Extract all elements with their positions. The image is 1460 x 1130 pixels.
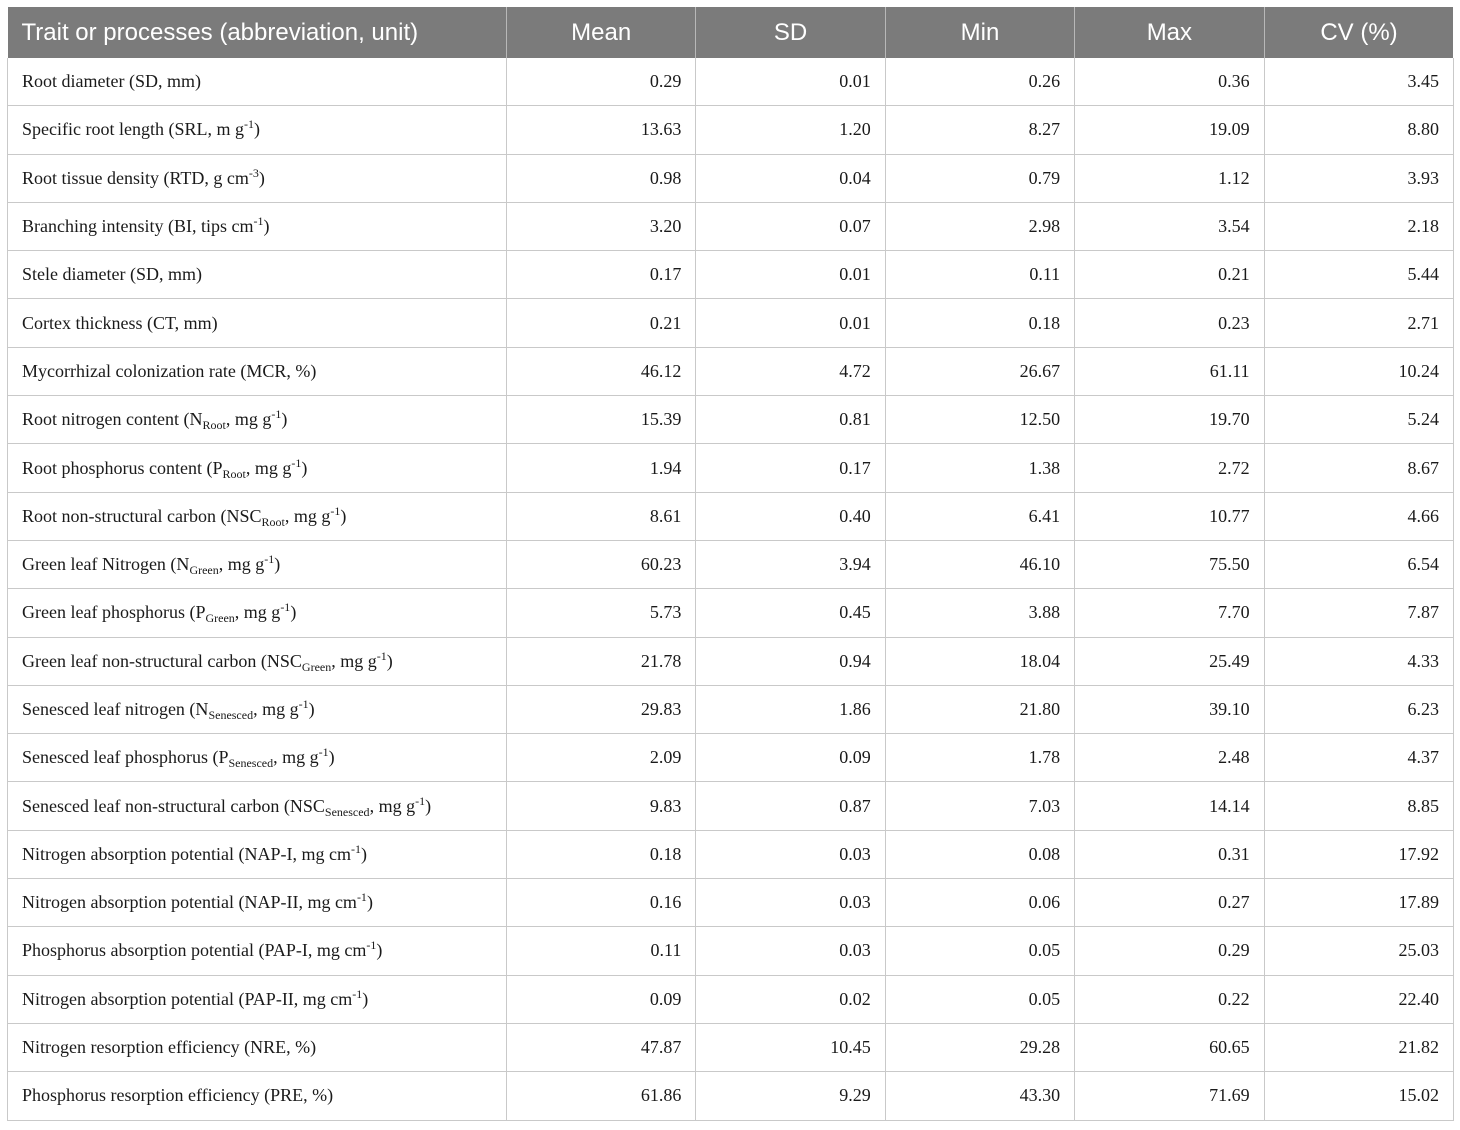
trait-subscript: Root: [202, 418, 226, 433]
trait-text: ): [360, 843, 367, 864]
trait-text: Stele diameter (SD, mm): [22, 264, 202, 285]
max-cell: 0.21: [1075, 251, 1264, 299]
table-row: [8, 251, 1454, 299]
table-row: [8, 589, 1454, 637]
trait-superscript: -1: [280, 600, 291, 615]
trait-text: , mg g: [245, 457, 292, 478]
header-trait: Trait or processes (abbreviation, unit): [8, 7, 507, 58]
cv-cell: 17.89: [1264, 879, 1453, 927]
mean-cell: 0.21: [507, 299, 696, 347]
table-row: [8, 154, 1454, 202]
cv-cell: 5.24: [1264, 396, 1453, 444]
trait-text: Root nitrogen content (N: [22, 409, 203, 430]
trait-text: ): [258, 167, 265, 188]
sd-cell: 0.01: [696, 251, 885, 299]
max-cell: 61.11: [1075, 347, 1264, 395]
trait-superscript: -1: [271, 407, 282, 422]
cv-cell: 6.54: [1264, 540, 1453, 588]
trait-subscript: Green: [301, 659, 332, 674]
trait-text: ): [386, 650, 393, 671]
trait-cell: [8, 347, 507, 395]
sd-cell: 0.45: [696, 589, 885, 637]
mean-cell: 3.20: [507, 202, 696, 250]
cv-cell: 4.33: [1264, 637, 1453, 685]
table-row: [8, 396, 1454, 444]
trait-text: ): [328, 747, 335, 768]
mean-cell: 47.87: [507, 1023, 696, 1071]
trait-text: ): [362, 988, 369, 1009]
trait-text: , mg g: [253, 699, 299, 719]
trait-text: Root tissue density (RTD, g cm: [22, 167, 249, 188]
max-cell: 14.14: [1075, 782, 1264, 830]
mean-cell: 0.18: [507, 830, 696, 878]
table-header: [8, 7, 1454, 58]
min-cell: 43.30: [885, 1072, 1074, 1120]
min-cell: 46.10: [885, 540, 1074, 588]
trait-text: Nitrogen absorption potential (PAP-II, mg cm: [22, 988, 353, 1009]
max-cell: 10.77: [1075, 492, 1264, 540]
trait-text: ): [301, 457, 308, 478]
mean-cell: 0.11: [507, 927, 696, 975]
trait-text: , mg g: [218, 554, 265, 575]
trait-cell: [8, 58, 507, 106]
min-cell: 0.18: [885, 299, 1074, 347]
min-cell: 1.78: [885, 734, 1074, 782]
cv-cell: 8.80: [1264, 106, 1453, 154]
min-cell: 21.80: [885, 685, 1074, 733]
trait-text: Green leaf non-structural carbon (NSC: [22, 650, 302, 671]
sd-cell: 0.01: [696, 58, 885, 106]
trait-cell: [8, 540, 507, 588]
mean-cell: 0.17: [507, 251, 696, 299]
table-row: [8, 879, 1454, 927]
table-row: [8, 685, 1454, 733]
max-cell: 2.72: [1075, 444, 1264, 492]
trait-subscript: Green: [205, 611, 235, 626]
trait-cell: [8, 830, 507, 878]
cv-cell: 10.24: [1264, 347, 1453, 395]
header-min: Min: [885, 7, 1074, 58]
trait-superscript: -1: [253, 214, 264, 229]
cv-cell: 3.45: [1264, 58, 1453, 106]
min-cell: 0.26: [885, 58, 1074, 106]
table-row: [8, 1072, 1454, 1120]
trait-text: Root diameter (SD, mm): [22, 71, 201, 92]
sd-cell: 0.04: [696, 154, 885, 202]
trait-text: Root non-structural carbon (NSC: [22, 505, 262, 526]
table-row: [8, 347, 1454, 395]
trait-text: ): [366, 892, 373, 913]
max-cell: 0.22: [1075, 975, 1264, 1023]
max-cell: 39.10: [1075, 685, 1264, 733]
table-row: [8, 299, 1454, 347]
trait-text: ): [263, 216, 270, 237]
sd-cell: 0.09: [696, 734, 885, 782]
cv-cell: 22.40: [1264, 975, 1453, 1023]
mean-cell: 15.39: [507, 396, 696, 444]
trait-text: ): [281, 409, 288, 430]
trait-text: Phosphorus resorption efficiency (PRE, %): [22, 1085, 334, 1106]
sd-cell: 1.20: [696, 106, 885, 154]
trait-superscript: -1: [318, 745, 329, 760]
trait-text: Senesced leaf nitrogen (N: [22, 699, 209, 719]
max-cell: 0.29: [1075, 927, 1264, 975]
cv-cell: 17.92: [1264, 830, 1453, 878]
max-cell: 2.48: [1075, 734, 1264, 782]
trait-cell: [8, 879, 507, 927]
sd-cell: 9.29: [696, 1072, 885, 1120]
header-cv: CV (%): [1264, 7, 1453, 58]
min-cell: 12.50: [885, 396, 1074, 444]
table-row: [8, 975, 1454, 1023]
max-cell: 1.12: [1075, 154, 1264, 202]
trait-cell: [8, 589, 507, 637]
trait-text: Green leaf phosphorus (P: [22, 602, 206, 623]
header-sd: SD: [696, 7, 885, 58]
mean-cell: 9.83: [507, 782, 696, 830]
cv-cell: 6.23: [1264, 685, 1453, 733]
sd-cell: 0.03: [696, 927, 885, 975]
cv-cell: 8.85: [1264, 782, 1453, 830]
trait-superscript: -1: [264, 552, 275, 567]
trait-text: Nitrogen absorption potential (NAP-I, mg cm: [22, 843, 351, 864]
mean-cell: 0.98: [507, 154, 696, 202]
trait-subscript: Senesced: [228, 756, 274, 771]
trait-superscript: -1: [376, 648, 387, 663]
max-cell: 60.65: [1075, 1023, 1264, 1071]
table-row: [8, 540, 1454, 588]
sd-cell: 1.86: [696, 685, 885, 733]
min-cell: 0.08: [885, 830, 1074, 878]
mean-cell: 60.23: [507, 540, 696, 588]
trait-table-container: [7, 7, 1453, 1121]
cv-cell: 2.71: [1264, 299, 1453, 347]
table-row: [8, 637, 1454, 685]
max-cell: 0.31: [1075, 830, 1264, 878]
trait-cell: [8, 685, 507, 733]
trait-text: Nitrogen absorption potential (NAP-II, mg cm: [22, 892, 357, 913]
cv-cell: 2.18: [1264, 202, 1453, 250]
trait-statistics-table: [7, 7, 1454, 1121]
trait-subscript: Green: [189, 563, 219, 578]
min-cell: 7.03: [885, 782, 1074, 830]
header-max: Max: [1075, 7, 1264, 58]
table-row: [8, 106, 1454, 154]
trait-cell: [8, 251, 507, 299]
trait-cell: [8, 202, 507, 250]
sd-cell: 0.03: [696, 830, 885, 878]
cv-cell: 25.03: [1264, 927, 1453, 975]
trait-cell: [8, 1072, 507, 1120]
trait-superscript: -1: [243, 117, 254, 132]
trait-superscript: -1: [352, 986, 363, 1001]
cv-cell: 3.93: [1264, 154, 1453, 202]
cv-cell: 8.67: [1264, 444, 1453, 492]
max-cell: 19.09: [1075, 106, 1264, 154]
trait-text: Root phosphorus content (P: [22, 457, 223, 478]
min-cell: 1.38: [885, 444, 1074, 492]
mean-cell: 0.09: [507, 975, 696, 1023]
trait-cell: [8, 1023, 507, 1071]
trait-text: ): [253, 119, 260, 140]
trait-cell: [8, 444, 507, 492]
sd-cell: 0.94: [696, 637, 885, 685]
trait-text: , mg g: [369, 795, 416, 816]
trait-text: Senesced leaf phosphorus (P: [22, 747, 229, 768]
table-row: [8, 492, 1454, 540]
trait-text: Green leaf Nitrogen (N: [22, 554, 190, 575]
trait-text: ): [376, 940, 383, 961]
trait-superscript: -1: [366, 938, 377, 953]
trait-cell: [8, 106, 507, 154]
trait-text: Cortex thickness (CT, mm): [22, 312, 218, 333]
trait-text: , mg g: [273, 747, 319, 768]
mean-cell: 8.61: [507, 492, 696, 540]
min-cell: 0.05: [885, 975, 1074, 1023]
min-cell: 6.41: [885, 492, 1074, 540]
max-cell: 0.36: [1075, 58, 1264, 106]
max-cell: 25.49: [1075, 637, 1264, 685]
table-row: [8, 782, 1454, 830]
table-row: [8, 927, 1454, 975]
sd-cell: 0.17: [696, 444, 885, 492]
sd-cell: 0.07: [696, 202, 885, 250]
trait-cell: [8, 782, 507, 830]
trait-subscript: Root: [222, 466, 246, 481]
table-row: [8, 734, 1454, 782]
cv-cell: 21.82: [1264, 1023, 1453, 1071]
trait-cell: [8, 154, 507, 202]
trait-superscript: -1: [330, 503, 341, 518]
trait-text: ): [340, 505, 347, 526]
trait-text: ): [274, 554, 281, 575]
mean-cell: 2.09: [507, 734, 696, 782]
trait-superscript: -1: [298, 697, 309, 711]
trait-text: Branching intensity (BI, tips cm: [22, 216, 254, 237]
min-cell: 18.04: [885, 637, 1074, 685]
sd-cell: 0.40: [696, 492, 885, 540]
min-cell: 2.98: [885, 202, 1074, 250]
trait-cell: [8, 734, 507, 782]
trait-cell: [8, 975, 507, 1023]
sd-cell: 0.02: [696, 975, 885, 1023]
trait-superscript: -1: [415, 793, 426, 808]
trait-text: , mg g: [225, 409, 272, 430]
cv-cell: 4.66: [1264, 492, 1453, 540]
mean-cell: 0.29: [507, 58, 696, 106]
max-cell: 71.69: [1075, 1072, 1264, 1120]
table-body: [8, 58, 1454, 1120]
max-cell: 3.54: [1075, 202, 1264, 250]
mean-cell: 1.94: [507, 444, 696, 492]
trait-text: , mg g: [331, 650, 377, 671]
max-cell: 7.70: [1075, 589, 1264, 637]
trait-cell: [8, 637, 507, 685]
min-cell: 0.79: [885, 154, 1074, 202]
min-cell: 8.27: [885, 106, 1074, 154]
trait-cell: [8, 299, 507, 347]
trait-text: ): [308, 699, 315, 719]
table-row: [8, 830, 1454, 878]
cv-cell: 15.02: [1264, 1072, 1453, 1120]
table-row: [8, 202, 1454, 250]
max-cell: 19.70: [1075, 396, 1264, 444]
trait-text: ): [290, 602, 297, 623]
sd-cell: 3.94: [696, 540, 885, 588]
trait-text: Phosphorus absorption potential (PAP-I, mg cm: [22, 940, 367, 961]
trait-superscript: -1: [356, 890, 367, 905]
sd-cell: 4.72: [696, 347, 885, 395]
trait-text: ): [425, 795, 432, 816]
trait-subscript: Root: [261, 514, 285, 529]
mean-cell: 0.16: [507, 879, 696, 927]
sd-cell: 0.03: [696, 879, 885, 927]
min-cell: 26.67: [885, 347, 1074, 395]
min-cell: 0.06: [885, 879, 1074, 927]
table-row: [8, 444, 1454, 492]
header-mean: Mean: [507, 7, 696, 58]
trait-cell: [8, 492, 507, 540]
trait-superscript: -3: [248, 165, 259, 180]
table-row: [8, 58, 1454, 106]
trait-subscript: Senesced: [208, 708, 254, 722]
header-row: [8, 7, 1454, 58]
min-cell: 0.05: [885, 927, 1074, 975]
mean-cell: 61.86: [507, 1072, 696, 1120]
trait-text: , mg g: [284, 505, 331, 526]
mean-cell: 46.12: [507, 347, 696, 395]
min-cell: 0.11: [885, 251, 1074, 299]
trait-superscript: -1: [350, 841, 361, 856]
max-cell: 75.50: [1075, 540, 1264, 588]
mean-cell: 13.63: [507, 106, 696, 154]
mean-cell: 29.83: [507, 685, 696, 733]
trait-superscript: -1: [291, 455, 302, 470]
min-cell: 29.28: [885, 1023, 1074, 1071]
trait-text: Specific root length (SRL, m g: [22, 119, 244, 140]
sd-cell: 0.87: [696, 782, 885, 830]
cv-cell: 5.44: [1264, 251, 1453, 299]
table-row: [8, 1023, 1454, 1071]
trait-text: Mycorrhizal colonization rate (MCR, %): [22, 360, 317, 381]
sd-cell: 0.01: [696, 299, 885, 347]
cv-cell: 4.37: [1264, 734, 1453, 782]
mean-cell: 5.73: [507, 589, 696, 637]
min-cell: 3.88: [885, 589, 1074, 637]
cv-cell: 7.87: [1264, 589, 1453, 637]
trait-cell: [8, 927, 507, 975]
max-cell: 0.27: [1075, 879, 1264, 927]
sd-cell: 10.45: [696, 1023, 885, 1071]
trait-text: Nitrogen resorption efficiency (NRE, %): [22, 1037, 317, 1058]
sd-cell: 0.81: [696, 396, 885, 444]
trait-text: , mg g: [234, 602, 281, 623]
trait-cell: [8, 396, 507, 444]
trait-text: Senesced leaf non-structural carbon (NSC: [22, 795, 325, 816]
mean-cell: 21.78: [507, 637, 696, 685]
trait-subscript: Senesced: [324, 804, 370, 819]
max-cell: 0.23: [1075, 299, 1264, 347]
